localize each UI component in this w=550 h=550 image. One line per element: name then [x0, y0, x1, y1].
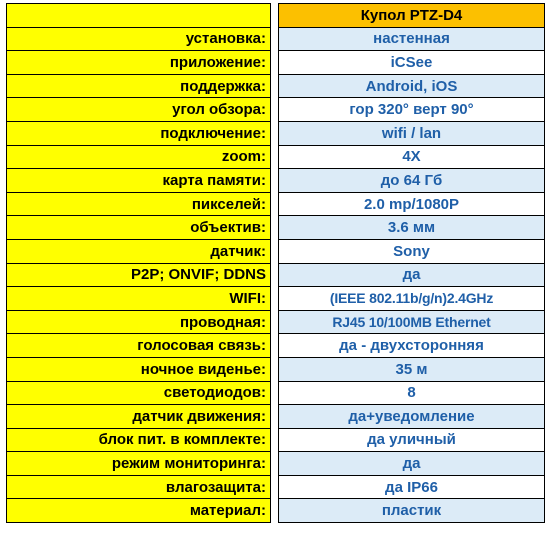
value-cell: гор 320° верт 90° [278, 97, 545, 122]
value-cell: iCSee [278, 50, 545, 75]
label-cell: WIFI: [6, 286, 271, 311]
header-blank-cell [6, 3, 271, 28]
value-cell: (IEEE 802.11b/g/n)2.4GHz [278, 286, 545, 311]
value-cell: да [278, 263, 545, 288]
label-cell: голосовая связь: [6, 333, 271, 358]
label-column [6, 3, 271, 523]
value-cell: до 64 Гб [278, 168, 545, 193]
label-cell: P2P; ONVIF; DDNS [6, 263, 271, 288]
label-cell: zoom: [6, 145, 271, 170]
value-cell: 2.0 mp/1080P [278, 192, 545, 217]
label-cell: пикселей: [6, 192, 271, 217]
value-cell: настенная [278, 27, 545, 52]
label-cell: угол обзора: [6, 97, 271, 122]
label-cell: поддержка: [6, 74, 271, 99]
value-cell: 3.6 мм [278, 215, 545, 240]
label-cell: установка: [6, 27, 271, 52]
label-cell: датчик движения: [6, 404, 271, 429]
label-cell: режим мониторинга: [6, 451, 271, 476]
label-cell: ночное виденье: [6, 357, 271, 382]
label-cell: проводная: [6, 310, 271, 335]
value-cell: 35 м [278, 357, 545, 382]
value-cell: RJ45 10/100MB Ethernet [278, 310, 545, 335]
table-header-title: Купол PTZ-D4 [278, 3, 545, 28]
value-cell: да [278, 451, 545, 476]
value-column [278, 3, 545, 523]
label-cell: материал: [6, 498, 271, 523]
label-cell: влагозащита: [6, 475, 271, 500]
label-cell: светодиодов: [6, 381, 271, 406]
value-cell: 4X [278, 145, 545, 170]
value-cell: пластик [278, 498, 545, 523]
label-cell: объектив: [6, 215, 271, 240]
value-cell: да - двухсторонняя [278, 333, 545, 358]
value-cell: 8 [278, 381, 545, 406]
spec-table [6, 3, 545, 523]
value-cell: да IP66 [278, 475, 545, 500]
label-cell: датчик: [6, 239, 271, 264]
label-cell: приложение: [6, 50, 271, 75]
value-cell: wifi / lan [278, 121, 545, 146]
value-cell: Sony [278, 239, 545, 264]
value-cell: да уличный [278, 428, 545, 453]
value-cell: Android, iOS [278, 74, 545, 99]
value-cell: да+уведомление [278, 404, 545, 429]
label-cell: подключение: [6, 121, 271, 146]
label-cell: карта памяти: [6, 168, 271, 193]
label-cell: блок пит. в комплекте: [6, 428, 271, 453]
